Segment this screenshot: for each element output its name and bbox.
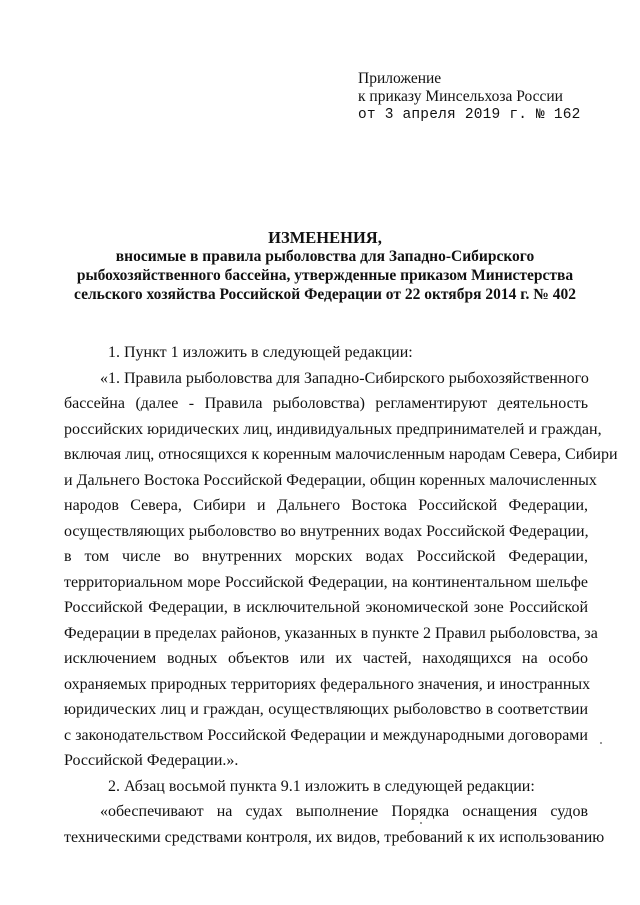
quote1-line: и Дальнего Востока Российской Федерации, общин коренных малочисленных [64,471,597,489]
title-main: ИЗМЕНЕНИЯ, [268,228,382,247]
item-2-heading: 2. Абзац восьмой пункта 9.1 изложить в следующей редакции: [108,777,535,795]
quote2-line: техническими средствами контроля, их видов, требований к их использованию [64,828,605,846]
quote1-line: включая лиц, относящихся к коренным малочисленным народам Севера, Сибири [64,446,618,463]
title-line-2: рыбохозяйственного бассейна, утвержденные приказом Министерства [76,267,574,284]
item-1-heading: 1. Пункт 1 изложить в следующей редакции: [108,344,413,361]
quote1-line: с законодательством Российской Федерации и международными договорами [64,726,588,744]
quote1-line: бассейна (далее - Правила рыболовства) регламентируют деятельность [64,395,588,412]
quote1-line: народов Севера, Сибири и Дальнего Востока Российской Федерации, [64,497,588,514]
appendix-title: Приложение [358,70,442,87]
quote1-line: исключением водных объектов или их частей, находящихся на особо [64,650,588,667]
appendix-order-ref: к приказу Минсельхоза России [358,88,563,105]
appendix-header [358,70,581,124]
quote1-line: территориальном море Российской Федерации, на континентальном шельфе [64,573,588,591]
scan-speck [600,742,602,744]
title-line-1: вносимые в правила рыболовства для Западно-Сибирского [115,248,535,265]
quote1-line: российских юридических лиц, индивидуальных предпринимателей и граждан, [64,420,602,438]
quote2-line: «обеспечивают на судах выполнение Порядка оснащения судов [100,803,588,820]
title-line-3: сельского хозяйства Российской Федерации от 22 октября 2014 г. № 402 [74,286,576,303]
quote1-line: Федерации в пределах районов, указанных в пункте 2 Правил рыболовства, за [64,624,598,642]
appendix-order-date: от 3 апреля 2019 г. № 162 [358,107,581,123]
quote1-line: Российской Федерации.». [64,752,239,769]
quote1-line: юридических лиц и граждан, осуществляющих рыболовство в соответствии [64,701,588,718]
document-title [60,228,590,304]
scan-speck [420,822,422,824]
document-body [64,340,618,850]
quote1-line: осуществляющих рыболовство во внутренних водах Российской Федерации, [64,522,589,540]
quote1-line: Российской Федерации, в исключительной экономической зоне Российской [64,599,588,616]
quote1-line: охраняемых природных территориях федерального значения, и иностранных [64,675,591,693]
quote1-line: в том числе во внутренних морских водах Российской Федерации, [64,548,588,565]
quote1-line: «1. Правила рыболовства для Западно-Сибирского рыбохозяйственного [100,369,589,387]
